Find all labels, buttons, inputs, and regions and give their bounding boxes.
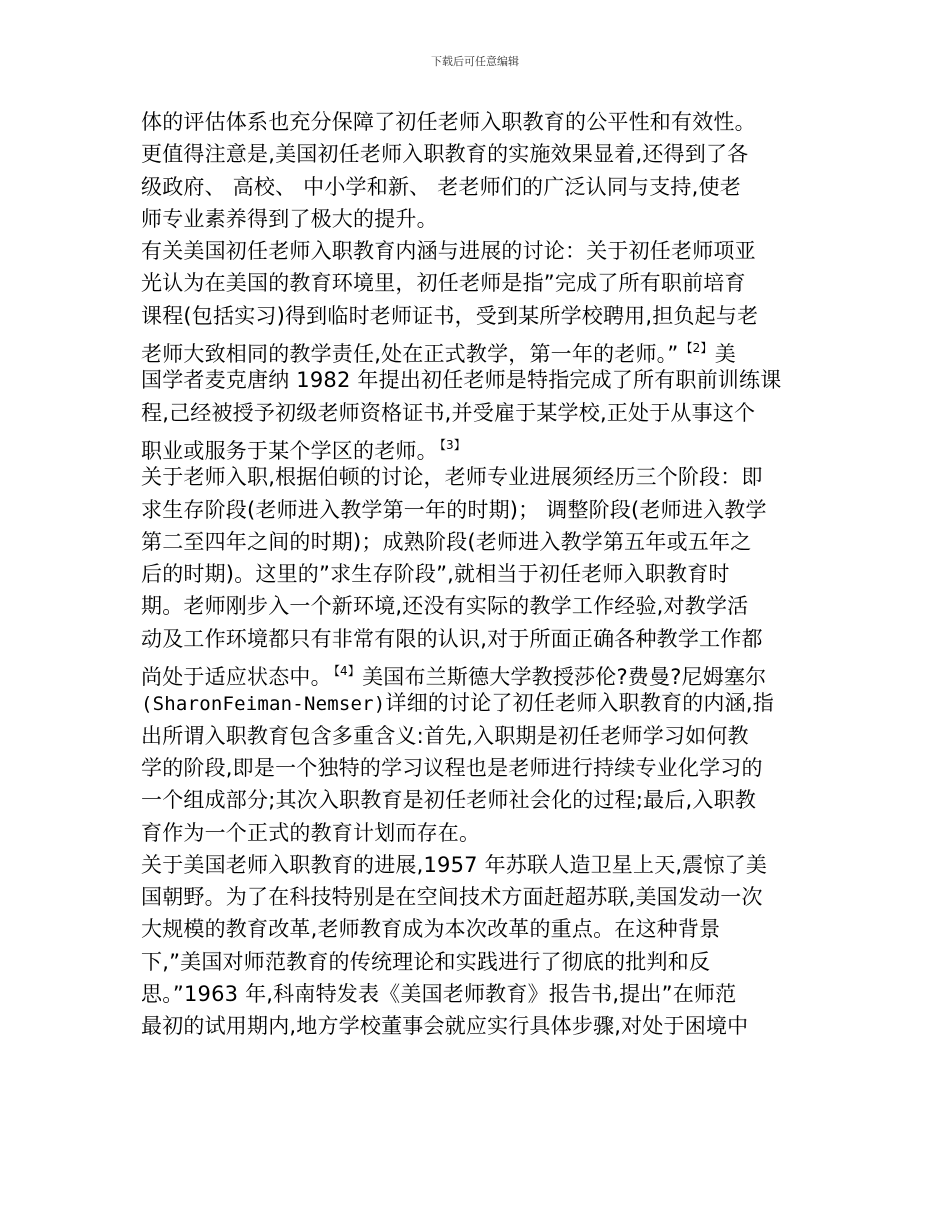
text-segment: 详细的讨论了初任老师入职教育的内涵,指 xyxy=(385,691,774,716)
footnote-ref-3: 【3】 xyxy=(439,437,467,452)
text-line: 关于美国老师入职教育的进展,1957 年苏联人造卫星上天,震惊了美 xyxy=(141,852,768,877)
text-line: 求生存阶段(老师进入教学第一年的时期)； 调整阶段(老师进入教学 xyxy=(141,497,767,522)
text-line: 课程(包括实习)得到临时老师证书，受到某所学校聘用,担负起与老 xyxy=(141,303,759,328)
text-segment: 尚处于适应状态中。 xyxy=(141,665,332,690)
text-line: 关于老师入职,根据伯顿的讨论，老师专业进展须经历三个阶段：即 xyxy=(141,465,763,490)
text-line: 体的评估体系也充分保障了初任老师入职教育的公平性和有效性。 xyxy=(141,110,756,134)
text-line: 师专业素养得到了极大的提升。 xyxy=(141,206,438,231)
text-line: 光认为在美国的教育环境里，初任老师是指”完成了所有职前培育 xyxy=(141,271,746,296)
text-segment: 美国布兰斯德大学教授莎伦?费曼?尼姆塞尔 xyxy=(362,665,767,690)
text-segment: 美 xyxy=(714,342,736,367)
text-line: 下,”美国对师范教育的传统理论和实践进行了彻底的批判和反 xyxy=(141,949,711,974)
footnote-ref-4: 【4】 xyxy=(333,664,361,679)
text-line: 学的阶段,即是一个独特的学习议程也是老师进行持续专业化学习的 xyxy=(141,755,763,780)
text-line xyxy=(141,655,821,690)
text-segment: 老师大致相同的教学责任,处在正式教学，第一年的老师。” xyxy=(141,342,679,367)
text-line xyxy=(141,429,821,461)
text-line: 国朝野。为了在科技特别是在空间技术方面赶超苏联,美国发动一次 xyxy=(141,885,763,910)
text-line: 大规模的教育改革,老师教育成为本次改革的重点。在这种背景 xyxy=(141,917,721,942)
text-segment: (SharonFeiman-Nemser) xyxy=(141,693,386,716)
text-line: 有关美国初任老师入职教育内涵与进展的讨论：关于初任老师项亚 xyxy=(141,239,756,264)
text-line: 思。”1963 年,科南特发表《美国老师教育》报告书,提出”在师范 xyxy=(141,982,737,1007)
page-header: 下载后可任意编辑 xyxy=(431,55,519,68)
text-line: 程,己经被授予初级老师资格证书,并受雇于某学校,正处于从事这个 xyxy=(141,400,756,425)
text-line: 最初的试用期内,地方学校董事会就应实行具体步骤,对处于困境中 xyxy=(141,1014,749,1039)
text-segment: 职业或服务于某个学区的老师。 xyxy=(141,438,438,463)
text-line: 出所谓入职教育包含多重含义:首先,入职期是初任老师学习如何教 xyxy=(141,723,749,748)
text-line: 级政府、 高校、 中小学和新、 老老师们的广泛认同与支持,使老 xyxy=(141,174,741,199)
text-line: 一个组成部分;其次入职教育是初任老师社会化的过程;最后,入职教 xyxy=(141,788,757,813)
text-line: 期。老师刚步入一个新环境,还没有实际的教学工作经验,对教学活 xyxy=(141,594,749,619)
text-line: 后的时期)。这里的”求生存阶段”,就相当于初任老师入职教育时 xyxy=(141,562,730,587)
text-line xyxy=(141,332,821,367)
text-line: 国学者麦克唐纳 1982 年提出初任老师是特指完成了所有职前训练课 xyxy=(141,368,782,393)
text-line: 动及工作环境都只有非常有限的认识,对于所面正确各种教学工作都 xyxy=(141,626,763,651)
text-line: 更值得注意是,美国初任老师入职教育的实施效果显着,还得到了各 xyxy=(141,142,749,167)
footnote-ref-2: 【2】 xyxy=(680,341,713,356)
text-line: 第二至四年之间的时期)；成熟阶段(老师进入教学第五年或五年之 xyxy=(141,529,752,554)
document-body xyxy=(141,106,821,1043)
text-line: 育作为一个正式的教育计划而存在。 xyxy=(141,820,481,845)
text-line xyxy=(141,687,821,719)
